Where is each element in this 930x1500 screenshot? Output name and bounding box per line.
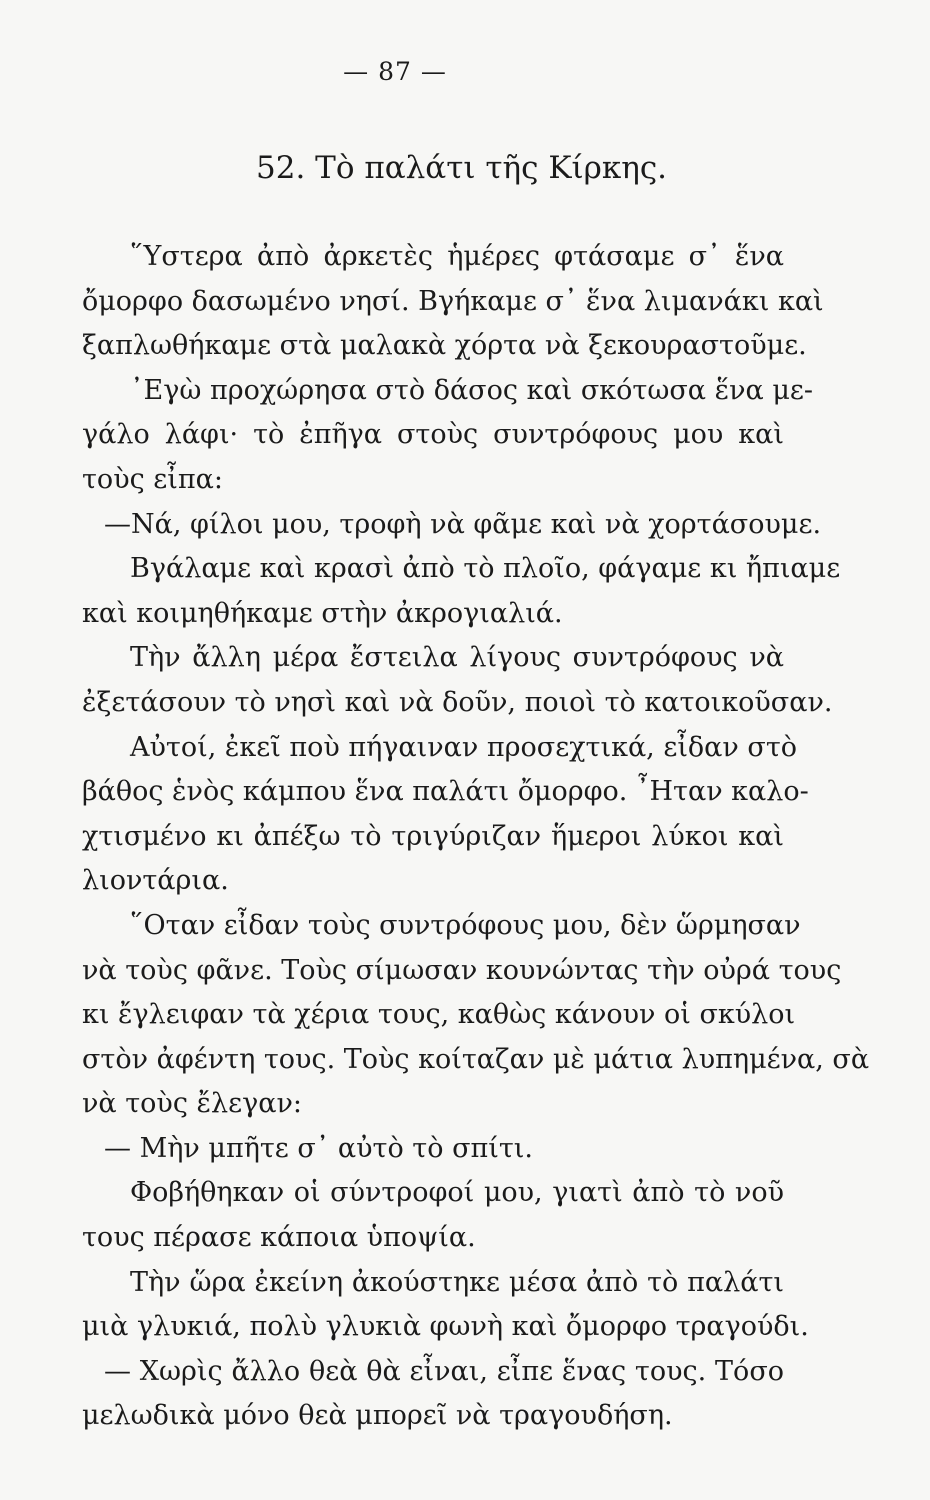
body-text xyxy=(82,235,870,1439)
text-line: μιὰ γλυκιά, πολὺ γλυκιὰ φωνὴ καὶ ὄμορφο τραγούδι. xyxy=(82,1311,809,1343)
text-line: ῞Οταν εἶδαν τοὺς συντρόφους μου, δὲν ὥρμησαν xyxy=(130,909,801,941)
text-line: καὶ κοιμηθήκαμε στὴν ἀκρογιαλιά. xyxy=(82,597,563,629)
text-line: Τὴν ὥρα ἐκείνη ἀκούστηκε μέσα ἀπὸ τὸ παλάτι xyxy=(130,1266,784,1298)
text-line: ᾽Εγὼ προχώρησα στὸ δάσος καὶ σκότωσα ἕνα με- xyxy=(130,374,813,406)
text-line: τους πέρασε κάποια ὑποψία. xyxy=(82,1222,476,1254)
text-line: Τὴν ἄλλη μέρα ἔστειλα λίγους συντρόφους νὰ xyxy=(130,642,784,674)
text-line: ῞Υστερα ἀπὸ ἀρκετὲς ἡμέρες φτάσαμε σ᾽ ἕνα xyxy=(130,241,784,272)
text-line: γάλο λάφι· τὸ ἐπῆγα στοὺς συντρόφους μου καὶ xyxy=(82,419,784,451)
text-line: — Μὴν μπῆτε σ᾽ αὐτὸ τὸ σπίτι. xyxy=(104,1132,533,1164)
text-line: βάθος ἑνὸς κάμπου ἕνα παλάτι ὄμορφο. ῏Ηταν καλο- xyxy=(82,776,809,808)
text-line: νὰ τοὺς ἔλεγαν: xyxy=(82,1088,303,1120)
text-line: — Χωρὶς ἄλλο θεὰ θὰ εἶναι, εἶπε ἕνας τους. Τόσο xyxy=(104,1355,784,1387)
text-line: ἐξετάσουν τὸ νησὶ καὶ νὰ δοῦν, ποιοὶ τὸ κατοικοῦσαν. xyxy=(82,686,833,718)
text-line: —Νά, φίλοι μου, τροφὴ νὰ φᾶμε καὶ νὰ χορτάσουμε. xyxy=(104,508,822,540)
text-line: Βγάλαμε καὶ κρασὶ ἀπὸ τὸ πλοῖο, φάγαμε κι ἤπιαμε xyxy=(130,553,841,585)
text-line: τοὺς εἶπα: xyxy=(82,463,223,495)
text-line: Αὐτοί, ἐκεῖ ποὺ πήγαιναν προσεχτικά, εἶδαν στὸ xyxy=(130,731,798,763)
text-line: χτισμένο κι ἀπέξω τὸ τριγύριζαν ἥμεροι λύκοι καὶ xyxy=(82,820,784,852)
text-line: λιοντάρια. xyxy=(82,865,229,897)
text-line: στὸν ἀφέντη τους. Τοὺς κοίταζαν μὲ μάτια λυπημένα, σὰ xyxy=(82,1043,870,1075)
text-line: Φοβήθηκαν οἱ σύντροφοί μου, γιατὶ ἀπὸ τὸ νοῦ xyxy=(130,1177,784,1209)
text-line: νὰ τοὺς φᾶνε. Τοὺς σίμωσαν κουνώντας τὴν οὐρά τους xyxy=(82,954,842,986)
text-line: μελωδικὰ μόνο θεὰ μπορεῖ νὰ τραγουδήση. xyxy=(82,1400,673,1432)
text-line: ὄμορφο δασωμένο νησί. Βγήκαμε σ᾽ ἕνα λιμανάκι καὶ xyxy=(82,285,824,317)
text-line: κι ἔγλειφαν τὰ χέρια τους, καθὼς κάνουν οἱ σκύλοι xyxy=(82,999,796,1031)
text-line: ξαπλωθήκαμε στὰ μαλακὰ χόρτα νὰ ξεκουραστοῦμε. xyxy=(82,330,807,362)
chapter-title: 52. Τὸ παλάτι τῆς Κίρκης. xyxy=(256,150,668,186)
page-number: — 87 — xyxy=(343,57,447,86)
